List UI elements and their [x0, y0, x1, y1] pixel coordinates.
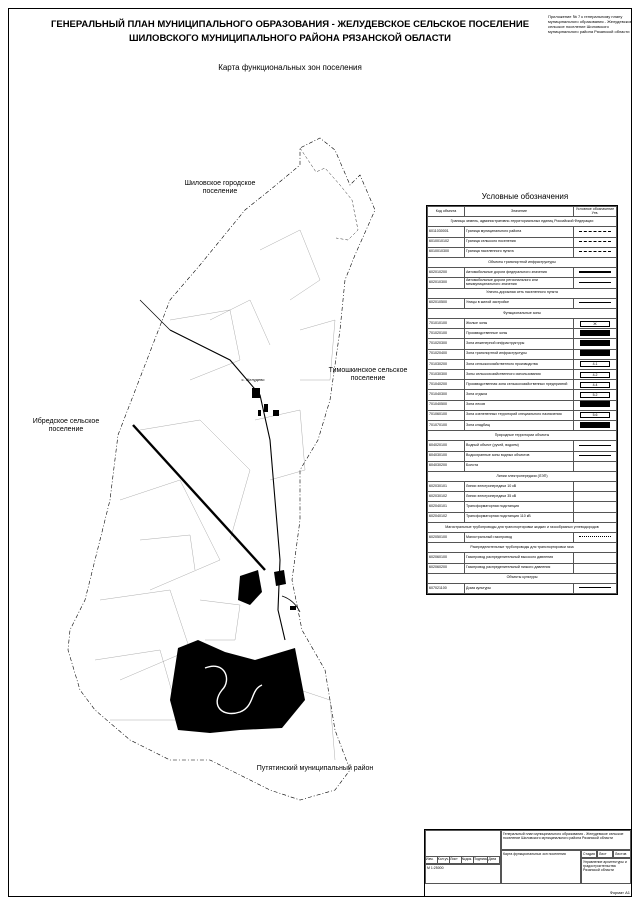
- sheet-format: Формат А1: [609, 890, 630, 895]
- legend-label: Жилые зоны: [465, 319, 574, 329]
- legend-section-row: [428, 543, 617, 553]
- legend-code: 701010100: [428, 319, 465, 329]
- village-blocks: [170, 388, 305, 733]
- legend-row: [428, 349, 617, 359]
- legend-label: Трансформаторная подстанция 110 кВ: [465, 512, 574, 522]
- legend-row: [428, 502, 617, 512]
- legend-label: Улицы в жилой застройке: [465, 298, 574, 308]
- legend-dash-swatch: [579, 251, 611, 252]
- legend-line-swatch: [579, 302, 611, 303]
- legend-row: [428, 237, 617, 247]
- legend-fill-swatch: [580, 422, 610, 428]
- legend-code: 602060100: [428, 553, 465, 563]
- local-road: [140, 300, 170, 330]
- legend: [426, 205, 618, 595]
- legend-code: 6010010300: [428, 247, 465, 257]
- legend-code: 602040101: [428, 502, 465, 512]
- plan-title-line: ГЕНЕРАЛЬНЫЙ ПЛАН МУНИЦИПАЛЬНОГО ОБРАЗОВАНИЯ - ЖЕЛУДЕВСКОЕ СЕЛЬСКОЕ ПОСЕЛЕНИЕ: [50, 19, 530, 30]
- legend-row: [428, 441, 617, 451]
- legend-symbol: [574, 278, 617, 288]
- legend-row: [428, 359, 617, 369]
- legend-symbol: [574, 410, 617, 420]
- legend-label: Магистральный газопровод: [465, 533, 574, 543]
- legend-section-title: Линии электропередачи (ЛЭП): [428, 471, 617, 481]
- legend-code: 602050100: [428, 533, 465, 543]
- legend-fill-swatch: [580, 401, 610, 407]
- legend-symbol: [574, 390, 617, 400]
- stamp-column-label: Дата: [488, 856, 500, 863]
- legend-dot-swatch: [579, 536, 611, 537]
- map-title: Карта функциональных зон поселения: [218, 63, 362, 72]
- legend-row: [428, 319, 617, 329]
- cemetery-zone: [290, 606, 296, 610]
- northern-boundary: [300, 148, 358, 240]
- legend-row: [428, 512, 617, 522]
- stamp-column-label: Подпись: [473, 857, 488, 861]
- legend-symbol: [574, 319, 617, 329]
- legend-section-row: [428, 471, 617, 481]
- legend-code: 602030101: [428, 482, 465, 492]
- legend-row: [428, 370, 617, 380]
- legend-section-row: [428, 257, 617, 267]
- legend-code: 701030300: [428, 370, 465, 380]
- legend-symbol: [574, 400, 617, 410]
- legend-box-swatch: 4.4: [580, 382, 610, 388]
- legend-symbol: [574, 370, 617, 380]
- legend-code: 602060200: [428, 563, 465, 573]
- label-shilovo: Шиловское городское поселение: [184, 180, 256, 195]
- legend-section-title: Магистральные трубопроводы для транспортировки жидких и газообразных углеводородов: [428, 522, 617, 532]
- legend-code: 701020100: [428, 329, 465, 339]
- legend-row: [428, 380, 617, 390]
- legend-row: [428, 461, 617, 471]
- legend-label: Болота: [465, 461, 574, 471]
- legend-symbol: [574, 563, 617, 573]
- legend-code: 6011030001: [428, 227, 465, 237]
- legend-row: [428, 247, 617, 257]
- legend-symbol: [574, 461, 617, 471]
- stamp-scale: М 1:25000: [425, 864, 501, 884]
- legend-line-swatch: [579, 445, 611, 446]
- legend-label: Водный объект (ручей, водоем): [465, 441, 574, 451]
- stamp-revisions: [425, 830, 501, 864]
- legend-label: Зона сельскохозяйственного производства: [465, 359, 574, 369]
- legend-label: Зона отдыха: [465, 390, 574, 400]
- legend-section-row: [428, 522, 617, 532]
- legend-row: [428, 533, 617, 543]
- legend-code: 604030200: [428, 461, 465, 471]
- legend-code: 701060100: [428, 410, 465, 420]
- legend-section-title: Улично-дорожная сеть населенного пункта: [428, 288, 617, 298]
- legend-code: 602010300: [428, 278, 465, 288]
- legend-line-swatch: [579, 282, 611, 283]
- legend-label: Зона инженерной инфраструктуры: [465, 339, 574, 349]
- legend-header-code: Код объекта: [428, 207, 465, 217]
- legend-code: 602010500: [428, 298, 465, 308]
- legend-section-title: Распределительные трубопроводы для транспортировки газа: [428, 543, 617, 553]
- legend-code: 6010010102: [428, 237, 465, 247]
- legend-table: [427, 206, 617, 594]
- legend-box-swatch: 5.2: [580, 392, 610, 398]
- legend-symbol: [574, 380, 617, 390]
- legend-code: 602040102: [428, 512, 465, 522]
- legend-dash-swatch: [579, 231, 611, 232]
- legend-label: Зона транспортной инфраструктуры: [465, 349, 574, 359]
- label-timoshkino: Тимошкинское сельское поселение: [328, 367, 408, 382]
- legend-symbol: [574, 512, 617, 522]
- legend-title: Условные обозначения: [481, 192, 569, 201]
- stamp-stage: Стадия: [581, 850, 597, 858]
- label-zheludevo: с. Желудево: [241, 377, 265, 382]
- legend-symbol: [574, 533, 617, 543]
- legend-row: [428, 390, 617, 400]
- legend-code: 604030100: [428, 451, 465, 461]
- legend-row: [428, 553, 617, 563]
- legend-row: [428, 227, 617, 237]
- legend-label: Производственные зоны: [465, 329, 574, 339]
- legend-symbol: [574, 492, 617, 502]
- legend-section-row: [428, 431, 617, 441]
- legend-code: 604020100: [428, 441, 465, 451]
- legend-section-title: Объекты культуры: [428, 573, 617, 583]
- legend-header-sub: Утв.: [591, 210, 599, 215]
- label-ibred: Ибредское сельское поселение: [32, 418, 100, 433]
- legend-box-swatch: Ж: [580, 321, 610, 327]
- legend-symbol: [574, 268, 617, 278]
- stamp-column-label: Кол.уч.: [437, 857, 450, 861]
- legend-label: Граница населенного пункта: [465, 247, 574, 257]
- legend-code: 701070100: [428, 420, 465, 430]
- legend-fill-swatch: [580, 350, 610, 356]
- legend-row: [428, 451, 617, 461]
- legend-label: Производственная зона сельскохозяйственных предприятий: [465, 380, 574, 390]
- legend-section-row: [428, 217, 617, 227]
- legend-symbol: [574, 237, 617, 247]
- legend-code: 607021100: [428, 583, 465, 593]
- legend-row: [428, 339, 617, 349]
- legend-label: Граница сельского поселения: [465, 237, 574, 247]
- legend-symbol: [574, 227, 617, 237]
- legend-label: Трансформаторная подстанция: [465, 502, 574, 512]
- legend-header-label: Значение: [465, 207, 574, 217]
- legend-section-title: Функциональные зоны: [428, 308, 617, 318]
- legend-row: [428, 410, 617, 420]
- stamp-column-label: №док.: [461, 857, 473, 861]
- legend-row: [428, 420, 617, 430]
- plan-title-line: ШИЛОВСКОГО МУНИЦИПАЛЬНОГО РАЙОНА РЯЗАНСКОЙ ОБЛАСТИ: [129, 33, 451, 44]
- legend-code: 701040300: [428, 390, 465, 400]
- legend-section-title: Границы земель, административно-территориальных единиц Российской Федерации: [428, 217, 617, 227]
- legend-symbol: [574, 451, 617, 461]
- legend-section-row: [428, 308, 617, 318]
- legend-header-symbol: [574, 207, 617, 217]
- stamp-org: Управление архитектуры и градостроительства Рязанской области: [581, 858, 631, 884]
- federal-road: [133, 425, 265, 570]
- stamp-sheet: Лист: [597, 850, 613, 858]
- legend-label: Газопровод распределительный высокого давления: [465, 553, 574, 563]
- legend-label: Газопровод распределительный низкого давления: [465, 563, 574, 573]
- legend-row: [428, 329, 617, 339]
- legend-symbol: [574, 247, 617, 257]
- legend-label: Зона кладбищ: [465, 420, 574, 430]
- legend-label: Граница муниципального района: [465, 227, 574, 237]
- stamp-project: Генеральный план муниципального образования - Желудевское сельское поселение Шиловского муниципального района Рязанской области: [501, 830, 631, 850]
- legend-symbol: [574, 359, 617, 369]
- legend-line-swatch: [579, 271, 611, 273]
- legend-row: [428, 583, 617, 593]
- legend-code: 701020400: [428, 349, 465, 359]
- legend-label: Дома культуры: [465, 583, 574, 593]
- legend-symbol: [574, 553, 617, 563]
- legend-section-title: Объекты транспортной инфраструктуры: [428, 257, 617, 267]
- legend-dash-swatch: [579, 241, 611, 242]
- legend-symbol: [574, 349, 617, 359]
- legend-symbol: [574, 420, 617, 430]
- legend-symbol: [574, 329, 617, 339]
- legend-code: 701020300: [428, 339, 465, 349]
- legend-label: Зона озелененных территорий специального назначения: [465, 410, 574, 420]
- legend-symbol: [574, 339, 617, 349]
- stamp-map: Карта функциональных зон поселения: [501, 850, 581, 884]
- legend-section-row: [428, 573, 617, 583]
- legend-symbol: [574, 441, 617, 451]
- legend-code: 602010200: [428, 268, 465, 278]
- legend-label: Зона лесов: [465, 400, 574, 410]
- legend-header-symbol-text: Условное обозначение: [575, 206, 615, 211]
- legend-symbol: [574, 482, 617, 492]
- legend-row: [428, 400, 617, 410]
- stamp-sheets: Листов: [613, 850, 631, 858]
- legend-code: 602030102: [428, 492, 465, 502]
- legend-fill-swatch: [580, 330, 610, 336]
- appendix-note: Приложение № 7 к генеральному плану муниципального образования - Желудевское сельское поселение Шиловского муниципального района Рязанской области: [548, 14, 632, 34]
- legend-section-row: [428, 288, 617, 298]
- legend-row: [428, 298, 617, 308]
- legend-line-swatch: [579, 587, 611, 588]
- legend-box-swatch: 4.1: [580, 361, 610, 367]
- legend-label: Автомобильные дороги федерального значения: [465, 268, 574, 278]
- legend-label: Автомобильные дороги регионального или межмуниципального значения: [465, 278, 574, 288]
- legend-fill-swatch: [580, 340, 610, 346]
- legend-box-swatch: 5.6: [580, 412, 610, 418]
- title-block: [424, 829, 632, 897]
- label-putyatino: Путятинский муниципальный район: [256, 765, 374, 772]
- legend-symbol: [574, 583, 617, 593]
- legend-row: [428, 492, 617, 502]
- legend-symbol: [574, 298, 617, 308]
- stamp-column-label: Лист: [450, 856, 462, 863]
- legend-row: [428, 563, 617, 573]
- legend-line-swatch: [579, 455, 611, 456]
- legend-symbol: [574, 502, 617, 512]
- legend-section-title: Природные территории объекты: [428, 431, 617, 441]
- legend-code: 701030200: [428, 359, 465, 369]
- legend-box-swatch: 4.2: [580, 372, 610, 378]
- legend-row: [428, 482, 617, 492]
- legend-label: Линии электропередачи 10 кВ: [465, 482, 574, 492]
- legend-row: [428, 278, 617, 288]
- legend-row: [428, 268, 617, 278]
- legend-label: Зоны сельскохозяйственного использования: [465, 370, 574, 380]
- legend-code: 701040200: [428, 380, 465, 390]
- legend-label: Линии электропередачи 35 кВ: [465, 492, 574, 502]
- legend-code: 701040500: [428, 400, 465, 410]
- legend-label: Водоохранные зоны водных объектов: [465, 451, 574, 461]
- stamp-column-label: Изм.: [426, 856, 438, 863]
